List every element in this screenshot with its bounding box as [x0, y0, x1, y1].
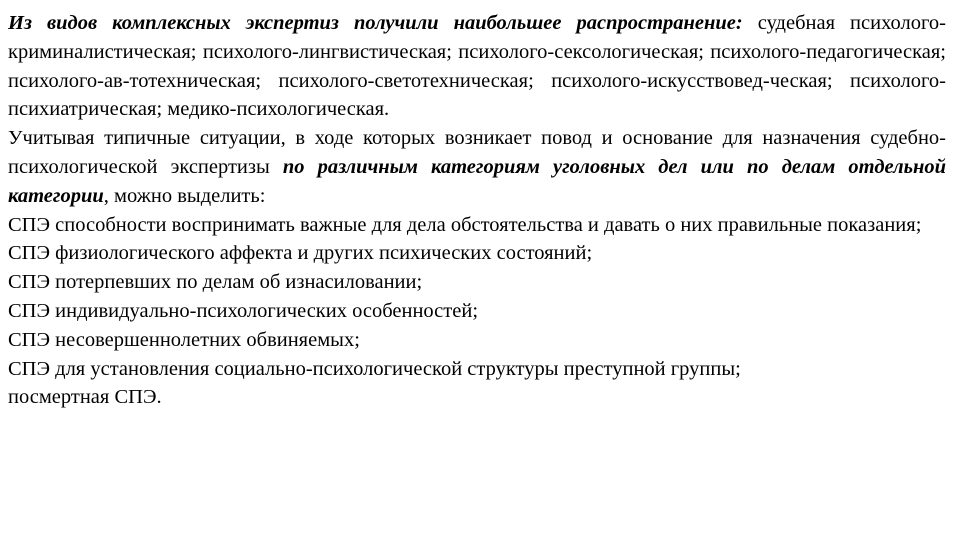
paragraph-emphasis: по различным категориям уголовных дел или по делам отдельной категории	[8, 155, 946, 207]
paragraph-lead-emphasis: Из видов комплексных экспертиз получили наибольшее распространение:	[8, 12, 743, 34]
list-item: посмертная СПЭ.	[8, 386, 162, 409]
list-item: СПЭ потерпевших по делам об изнасиловании;	[8, 271, 423, 294]
list-item: СПЭ физиологического аффекта и других психических состояний;	[8, 242, 593, 265]
expertise-list	[8, 211, 946, 413]
list-item: СПЭ индивидуально-психологических особенностей;	[8, 299, 479, 322]
paragraph-typical-situations	[8, 124, 946, 210]
paragraph-text: судебная психолого-криминалистическая; психолого-лингвистическая; психолого-сексологическая; психолого-педагогическая; психолого-ав-тотехническая; психолого-светотехническая; психолого-искусствовед-ческая; психолого-психиатрическая; медико-психологическая.	[8, 12, 946, 121]
paragraph-text-after: , можно выделить:	[103, 184, 266, 207]
list-item: СПЭ несовершеннолетних обвиняемых;	[8, 328, 360, 351]
list-item: СПЭ способности воспринимать важные для дела обстоятельства и давать о них правильные показания;	[8, 213, 922, 236]
slide-text-body	[8, 9, 946, 412]
paragraph-text-before: Учитывая типичные ситуации, в ходе которых возникает повод и основание для назначения судебно-психологической экспертизы	[8, 127, 946, 178]
paragraph-complex-expertise-types	[8, 9, 946, 124]
list-item: СПЭ для установления социально-психологической структуры преступной группы;	[8, 357, 741, 380]
